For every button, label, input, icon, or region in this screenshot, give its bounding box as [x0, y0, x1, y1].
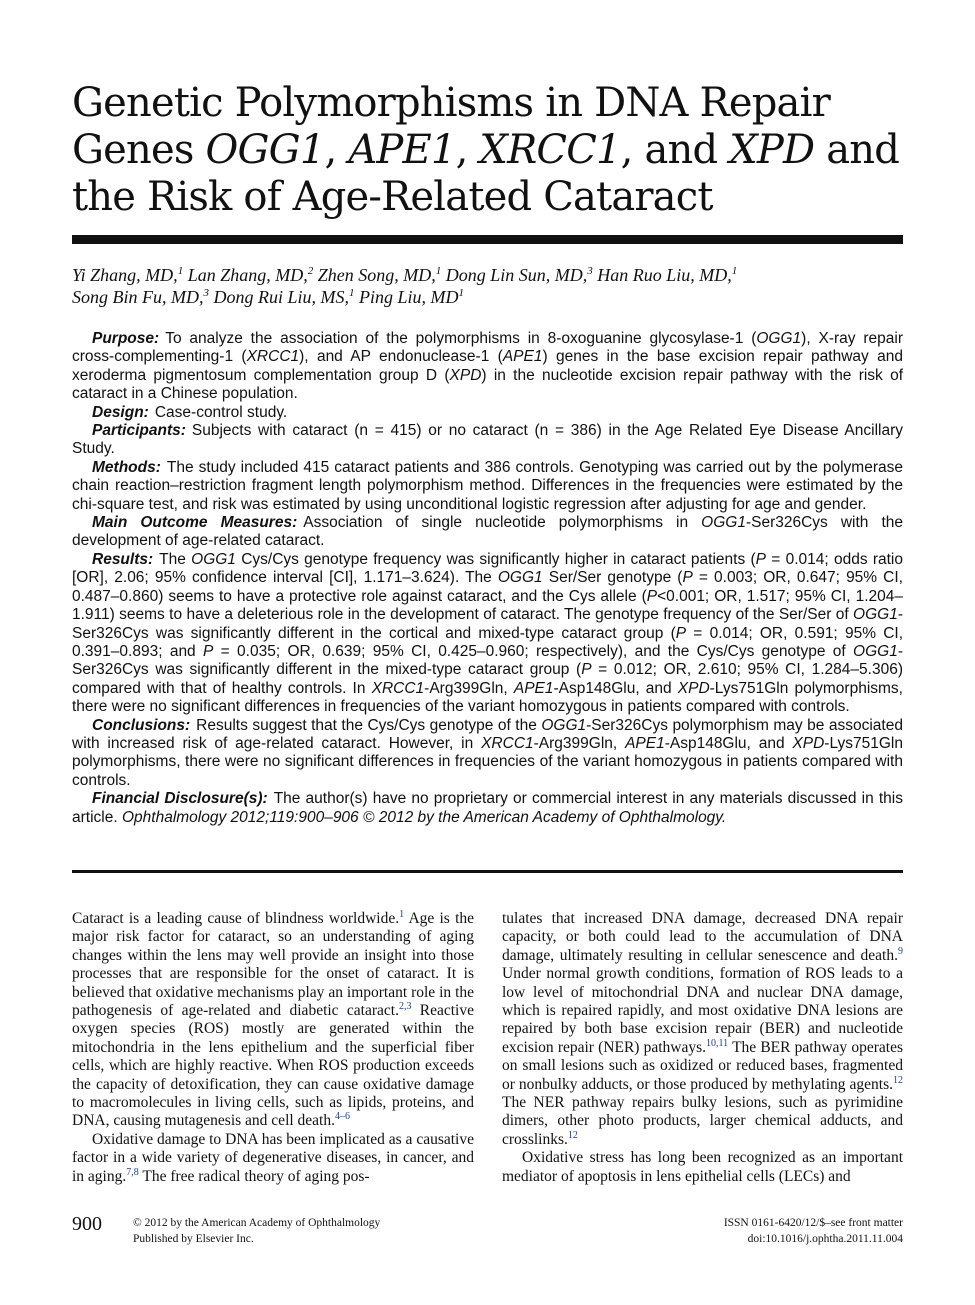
author-name: Zhen Song, MD, [313, 265, 436, 285]
citation-link[interactable]: 1 [399, 908, 405, 920]
citation-link[interactable]: 7,8 [126, 1166, 139, 1178]
abstract-text: P [682, 569, 693, 587]
abstract-text: OGG1 [191, 550, 236, 568]
affiliation-marker: 1 [458, 287, 465, 299]
citation-link[interactable]: 2,3 [398, 1000, 412, 1012]
body-column-left [72, 910, 474, 1186]
abstract-text: To analyze the association of the polymorphisms in 8-oxoguanine glycosylase-1 ( [165, 330, 757, 347]
abstract-text: -Ser326Cys polymorphism may be associated with increased risk of age-related cataract. However, in [72, 716, 903, 752]
doi-link[interactable]: doi:10.1016/j.ophtha.2011.11.004 [747, 1233, 903, 1245]
title-segment: and the Risk of Age-Related Cataract [72, 127, 900, 220]
abstract-text: <0.001; OR, 1.517; 95% CI, 1.204–1.911) seems to have a deleterious role in the development of cataract. The genotype frequency of the Ser/Ser of [72, 587, 903, 624]
abstract-text: = 0.012; OR, 2.610; 95% CI, 1.284–5.306) compared with that of healthy controls. In [72, 661, 903, 697]
abstract [72, 330, 903, 827]
abstract-text: XRCC1 [481, 734, 534, 752]
abstract-section [72, 330, 903, 404]
abstract-text: = 0.014; OR, 0.591; 95% CI, 0.391–0.893; and [72, 624, 903, 660]
abstract-text: P [755, 550, 766, 568]
citation-link[interactable]: 4–6 [335, 1111, 350, 1123]
author-line-1 [72, 264, 903, 286]
body-text: Cataract is a leading cause of blindness worldwide. [72, 910, 400, 927]
abstract-section-label: Conclusions: [92, 716, 191, 734]
footer-left [133, 1215, 380, 1247]
body-text: Age is the major risk factor for cataract, so an understanding of aging changes within the lens may well provide an insight into those processes that are responsible for the onset of cataract. It is believed that oxidative mechanisms play an important role in the pathogenesis of age-related and diabetic cataract. [72, 910, 475, 1020]
abstract-text: XPD [449, 366, 482, 384]
title-segment: XPD [729, 127, 815, 173]
author-name: Yi Zhang, MD, [72, 265, 178, 285]
author-list [72, 264, 903, 308]
body-text: Reactive oxygen species (ROS) mostly are generated within the mitochondria in the lens epithelium and the superficial fiber cells, which are highly reactive. When ROS production exceeds the capacity of detoxification, they can cause oxidative damage to macromolecules in living cells, such as lipids, proteins, and DNA, causing mutagenesis and cell death. [72, 1002, 474, 1130]
affiliation-marker: 1 [349, 287, 355, 299]
affiliation-marker: 1 [731, 265, 738, 277]
abstract-section [72, 790, 903, 827]
body-column-right [502, 910, 903, 1186]
abstract-text: -Asp148Glu, and [553, 679, 678, 697]
abstract-text: ) in the nucleotide excision repair pathway with the risk of cataract in a Chinese population. [72, 366, 903, 403]
affiliation-marker: 2 [307, 265, 314, 277]
abstract-section-label: Design: [92, 403, 149, 421]
abstract-text: = 0.014; odds ratio [OR], 2.06; 95% confidence interval [CI], 1.171–3.624). The [72, 550, 903, 587]
article-title [72, 80, 912, 221]
title-segment: Genetic Polymorphisms in DNA Repair Genes [72, 80, 830, 173]
abstract-text: Cys/Cys genotype frequency was significantly higher in cataract patients ( [235, 550, 756, 568]
author-name: Lan Zhang, MD, [183, 265, 308, 285]
abstract-text: -Lys751Gln polymorphisms, there were no significant differences in frequencies of the variant homozygous in patients compared with controls. [72, 734, 903, 789]
publisher-text: Published by Elsevier Inc. [133, 1233, 254, 1245]
abstract-text: = 0.003; OR, 0.647; 95% CI, 0.487–0.860) seems to have a protective role against cataract, and the Cys allele ( [72, 569, 903, 605]
page-number: 900 [72, 1213, 102, 1235]
body-text: tulates that increased DNA damage, decreased DNA repair capacity, or both could lead to the accumulation of DNA damage, ultimately resulting in cellular senescence and death. [502, 910, 903, 964]
abstract-section [72, 459, 903, 514]
abstract-text: The author(s) have no proprietary or commercial interest in any materials discussed in this article. [72, 790, 903, 826]
abstract-text: -Arg399Gln, [424, 679, 514, 697]
title-segment: XRCC1 [479, 127, 621, 173]
abstract-text: P [646, 587, 658, 605]
citation-link[interactable]: 9 [898, 945, 903, 957]
abstract-text: Ser/Ser genotype ( [542, 569, 683, 587]
body-paragraph [72, 910, 474, 1131]
body-text: The NER pathway repairs bulky lesions, such as pyrimidine dimers, other photo products, larger chemical adducts, and crosslinks. [502, 1094, 903, 1148]
body-text: Oxidative stress has long been recognized as an important mediator of apoptosis in lens epithelial cells (LECs) and [502, 1149, 903, 1185]
abstract-text: APE1 [513, 679, 554, 697]
issn-text: ISSN 0161-6420/12/$–see front matter [723, 1217, 903, 1229]
abstract-divider [72, 870, 903, 873]
abstract-section-label: Participants: [92, 422, 186, 440]
abstract-section-label: Purpose: [92, 330, 160, 347]
body-paragraph [502, 1149, 903, 1186]
abstract-section [72, 422, 903, 459]
title-divider [72, 235, 903, 244]
footer-right [724, 1215, 903, 1247]
affiliation-marker: 3 [203, 287, 209, 299]
abstract-text: = 0.035; OR, 0.639; 95% CI, 0.425–0.960; respectively), and the Cys/Cys genotype of [213, 642, 854, 660]
author-name: Dong Rui Liu, MS, [208, 287, 349, 307]
body-text: Under normal growth conditions, formation of ROS leads to a low level of mitochondrial DNA and nuclear DNA damage, which is repaired rapidly, and most oxidative DNA lesions are repaired by both base excision repair (BER) and nucleotide excision repair (NER) pathways. [502, 965, 903, 1056]
abstract-text: OGG1 [497, 569, 543, 587]
abstract-text: -Ser326Cys with the development of age-related cataract. [72, 514, 903, 550]
citation-link[interactable]: 12 [893, 1074, 903, 1086]
body-text: Oxidative damage to DNA has been implicated as a causative factor in a wide variety of degenerative diseases, in cancer, and in aging. [72, 1130, 474, 1185]
abstract-text: Results suggest that the Cys/Cys genotype of the [196, 716, 542, 734]
abstract-text: The [159, 550, 192, 568]
affiliation-marker: 1 [177, 265, 184, 277]
abstract-text: The study included 415 cataract patients and 386 controls. Genotyping was carried out by the polymerase chain reaction–restriction fragment length polymorphism method. Differences in the frequencies were estimated by the chi-square test, and risk was estimated by using unconditional logistic regression after adjusting for age and gender. [72, 458, 903, 513]
abstract-text: -Ser326Cys was significantly different in the cortical and mixed-type cataract group ( [72, 606, 903, 642]
abstract-text: OGG1 [541, 716, 587, 734]
abstract-text: XRCC1 [246, 348, 300, 366]
abstract-text: P [203, 642, 214, 660]
abstract-section-label: Methods: [92, 458, 161, 476]
abstract-text: P [675, 624, 687, 642]
affiliation-marker: 3 [587, 265, 593, 277]
abstract-text: OGG1 [756, 330, 802, 347]
abstract-text: -Asp148Glu, and [664, 734, 793, 752]
author-name: Dong Lin Sun, MD, [441, 265, 588, 285]
citation-link[interactable]: 12 [567, 1129, 578, 1141]
author-name: Song Bin Fu, MD, [72, 287, 204, 307]
abstract-section-label: Results: [92, 550, 154, 568]
abstract-text: OGG1 [853, 606, 898, 624]
abstract-text: XPD [677, 679, 710, 697]
affiliation-marker: 1 [435, 265, 442, 277]
abstract-text: Case-control study. [154, 403, 288, 421]
body-paragraph [72, 1131, 474, 1186]
abstract-section-label: Financial Disclosure(s): [92, 790, 268, 808]
abstract-text: APE1 [625, 734, 665, 752]
citation-link[interactable]: 10,11 [706, 1037, 729, 1049]
title-segment: , and [620, 127, 730, 173]
abstract-text: Association of single nucleotide polymorphisms in [303, 514, 702, 532]
body-text: The free radical theory of aging pos- [138, 1167, 370, 1185]
author-name: Ping Liu, MD [354, 287, 459, 307]
abstract-text: P [581, 661, 592, 679]
author-line-2 [72, 286, 903, 308]
abstract-text: ), and AP endonuclease-1 ( [299, 348, 503, 366]
abstract-text: -Lys751Gln polymorphisms, there were no significant differences in frequencies of the variant homozygous in patients compared with controls. [72, 679, 903, 716]
abstract-text: ), X-ray repair cross-complementing-1 ( [72, 330, 903, 366]
abstract-section [72, 404, 903, 422]
author-name: Han Ruo Liu, MD, [592, 265, 732, 285]
abstract-text: XPD [792, 734, 825, 752]
page-footer [72, 1213, 903, 1253]
title-segment: OGG1 [205, 127, 325, 173]
abstract-text: XRCC1 [371, 679, 425, 697]
abstract-text: Subjects with cataract (n = 415) or no cataract (n = 386) in the Age Related Eye Disease Ancillary Study. [72, 422, 903, 458]
abstract-text: APE1 [502, 348, 543, 366]
abstract-text: ) genes in the base excision repair pathway and xeroderma pigmentosum complementation group D ( [72, 348, 903, 384]
abstract-text: OGG1 [853, 642, 898, 660]
abstract-section-label: Main Outcome Measures: [92, 514, 298, 532]
abstract-section [72, 717, 903, 791]
abstract-text: Ophthalmology 2012;119:900–906 © 2012 by the American Academy of Ophthalmology. [121, 808, 727, 826]
abstract-section [72, 514, 903, 551]
body-text: The BER pathway operates on small lesions such as oxidized or reduced bases, fragmented or nonbulky adducts, or those produced by methylating agents. [502, 1038, 903, 1093]
abstract-text: OGG1 [701, 514, 746, 532]
copyright-text: © 2012 by the American Academy of Ophthalmology [133, 1217, 381, 1229]
title-segment: APE1 [348, 127, 456, 173]
body-paragraph [502, 910, 903, 1149]
title-segment: , [455, 127, 480, 173]
abstract-text: -Ser326Cys was significantly different in the mixed-type cataract group ( [72, 642, 903, 679]
title-segment: , [324, 127, 349, 173]
abstract-section [72, 551, 903, 717]
abstract-text: -Arg399Gln, [533, 734, 626, 752]
